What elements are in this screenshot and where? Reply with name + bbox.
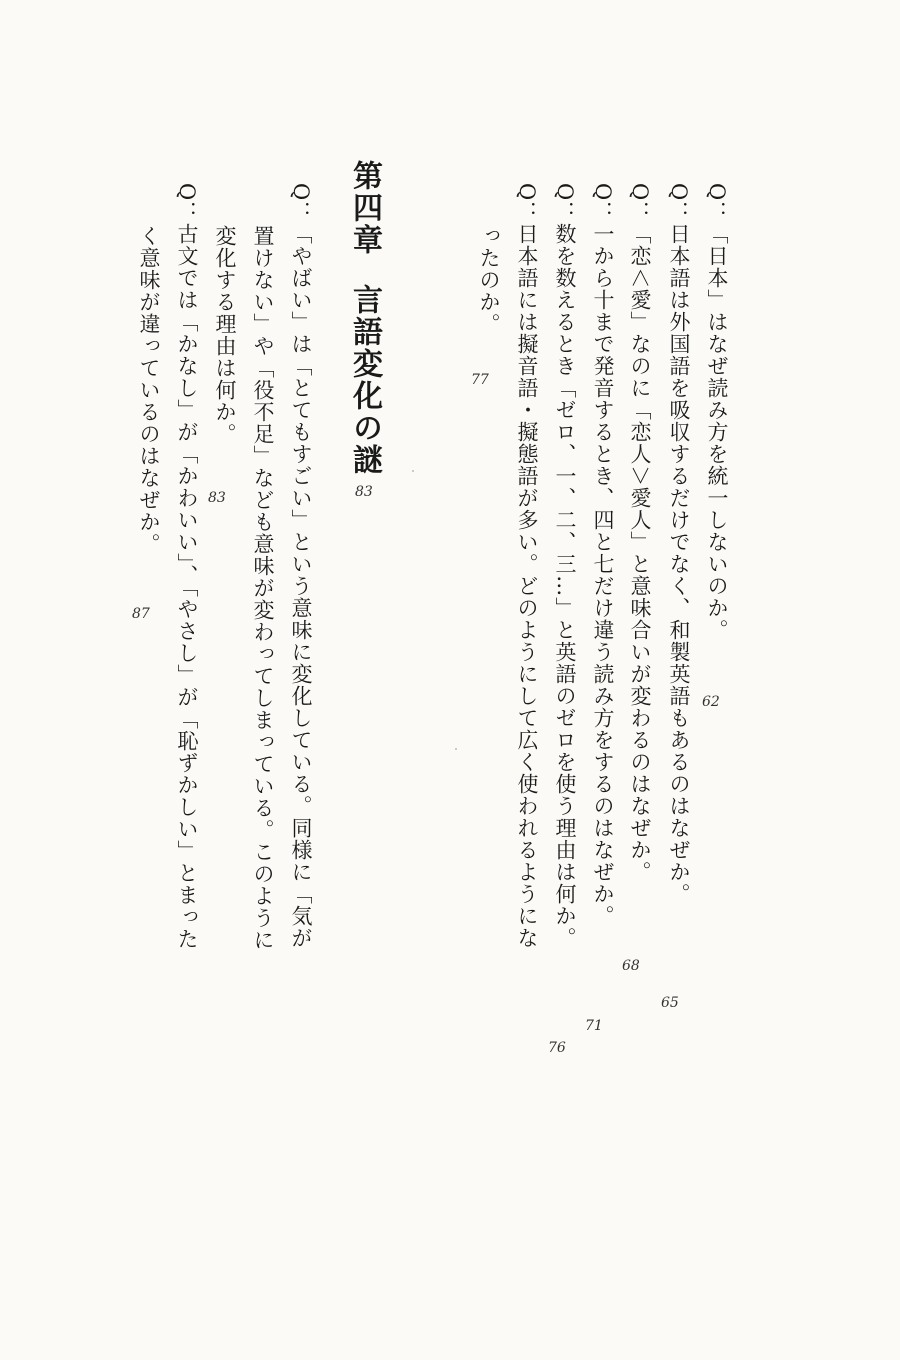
toc-question-3: Q：「恋＜愛」なのに「恋人＞愛人」と意味合いが変わるのはなぜか。 (628, 183, 652, 884)
paper-speck (412, 470, 414, 472)
toc-question-5: Q：数を数えるとき「ゼロ、一、二、三…」と英語のゼロを使う理由は何か。 (553, 183, 577, 950)
toc-question-1: Q：「日本」はなぜ読み方を統一しないのか。 (705, 183, 729, 642)
chapter-question-1-line-3: 変化する理由は何か。 (213, 225, 237, 445)
page-number: 68 (622, 958, 640, 974)
chapter-question-2-line-1: Q：古文では「かなし」が「かわいい」、「やさし」が「恥ずかしい」とまった (175, 183, 199, 951)
page-number: 76 (548, 1040, 566, 1056)
page-number: 71 (585, 1018, 603, 1034)
chapter-question-1-line-2: 置けない」や「役不足」なども意味が変わってしまっている。このように (251, 225, 275, 951)
chapter-title: 言語変化の謎 (347, 284, 382, 476)
chapter-heading (344, 160, 384, 476)
paper-speck (455, 748, 457, 750)
toc-question-4: Q：一から十まで発音するとき、四と七だけ違う読み方をするのはなぜか。 (591, 183, 615, 928)
toc-question-2: Q：日本語は外国語を吸収するだけでなく、和製英語もあるのはなぜか。 (667, 183, 691, 906)
page-number: 77 (471, 372, 489, 388)
chapter-page-number: 83 (355, 484, 373, 500)
chapter-number: 第四章 (347, 160, 382, 256)
page-number: 87 (132, 606, 150, 622)
page-number: 83 (208, 490, 226, 506)
page-number: 62 (702, 694, 720, 710)
toc-question-6-line-2: ったのか。 (477, 225, 501, 335)
chapter-question-2-line-2: く意味が違っているのはなぜか。 (137, 225, 161, 555)
chapter-question-1-line-1: Q：「やばい」は「とてもすごい」という意味に変化している。同様に「気が (289, 183, 313, 950)
page-number: 65 (661, 995, 679, 1011)
toc-question-6-line-1: Q：日本語には擬音語・擬態語が多い。どのようにして広く使われるようにな (515, 183, 539, 950)
